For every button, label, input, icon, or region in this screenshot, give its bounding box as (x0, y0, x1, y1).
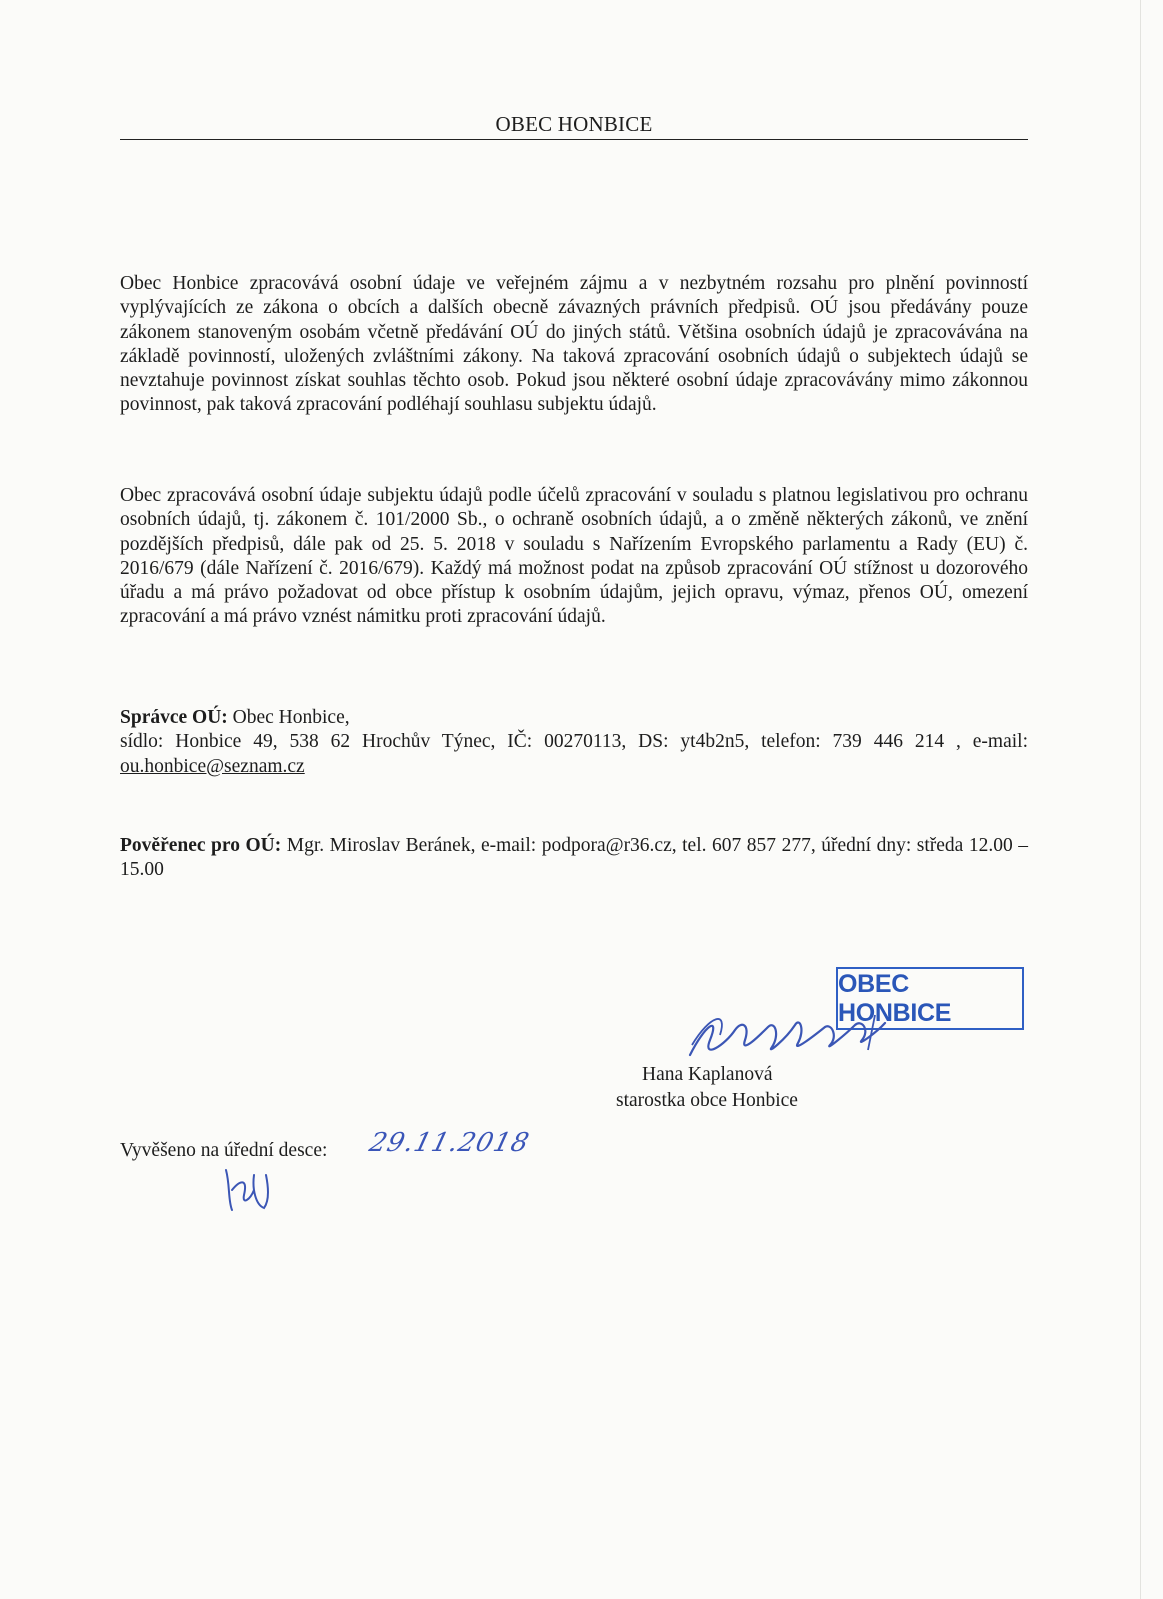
initials-handwritten (218, 1160, 278, 1220)
posting-date-handwritten: 29.11.2018 (366, 1128, 533, 1158)
dpo-label: Pověřenec pro OÚ: (120, 835, 282, 856)
dpo-block (120, 834, 1028, 883)
page-title: OBEC HONBICE (495, 112, 653, 136)
administrator-label: Správce OÚ: (120, 707, 228, 728)
posting-label: Vyvěšeno na úřední desce: (120, 1140, 328, 1161)
administrator-name: Obec Honbice, (227, 707, 350, 728)
paragraph-intro: Obec Honbice zpracovává osobní údaje ve veřejném zájmu a v nezbytném rozsahu pro plnění povinností vyplývajících ze zákona o obcích a dalších obecně závazných právních předpisů. OÚ jsou předávány pouze zákonem stanoveným osobám včetně předávání OÚ do jiných států. Většina osobních údajů je zpracovávána na základě povinností, uložených zvláštními zákony. Na taková zpracování osobních údajů o subjektech údajů se nevztahuje povinnost získat souhlas těchto osob. Pokud jsou některé osobní údaje zpracovávány mimo zákonnou povinnost, pak taková zpracování podléhají souhlasu subjektu údajů. (120, 273, 1028, 416)
header-divider (120, 139, 1028, 140)
signer-role: starostka obce Honbice (616, 1090, 798, 1111)
administrator-details: sídlo: Honbice 49, 538 62 Hrochův Týnec, IČ: 00270113, DS: yt4b2n5, telefon: 739 446 214 , e-mail: (120, 731, 1028, 753)
paragraph-legislation: Obec zpracovává osobní údaje subjektu údajů podle účelů zpracování v souladu s platnou legislativou pro ochranu osobních údajů, tj. zákonem č. 101/2000 Sb., o ochraně osobních údajů, a o změně některých zákonů, ve znění pozdějších předpisů, dále pak od 25. 5. 2018 v souladu s Nařízením Evropského parlamentu a Rady (EU) č. 2016/679 (dále Nařízení č. 2016/679). Každý má možnost podat na způsob zpracování OÚ stížnost u dozorového úřadu a má právo požadovat od obce přístup k osobním údajům, jejich opravu, výmaz, přenos OÚ, omezení zpracování a má právo vznést námitku proti zpracování údajů. (120, 485, 1028, 628)
dpo-text: Mgr. Miroslav Beránek, e-mail: podpora@r36.cz, tel. 607 857 277, úřední dny: středa 12.00 – 15.00 (120, 835, 1028, 881)
official-stamp: OBEC HONBICE (836, 967, 1024, 1030)
scan-edge (1140, 0, 1141, 1599)
administrator-block (120, 706, 1028, 779)
administrator-email-link[interactable]: ou.honbice@seznam.cz (120, 755, 305, 777)
signature-handwritten (680, 985, 900, 1075)
signer-name: Hana Kaplanová (642, 1064, 773, 1085)
